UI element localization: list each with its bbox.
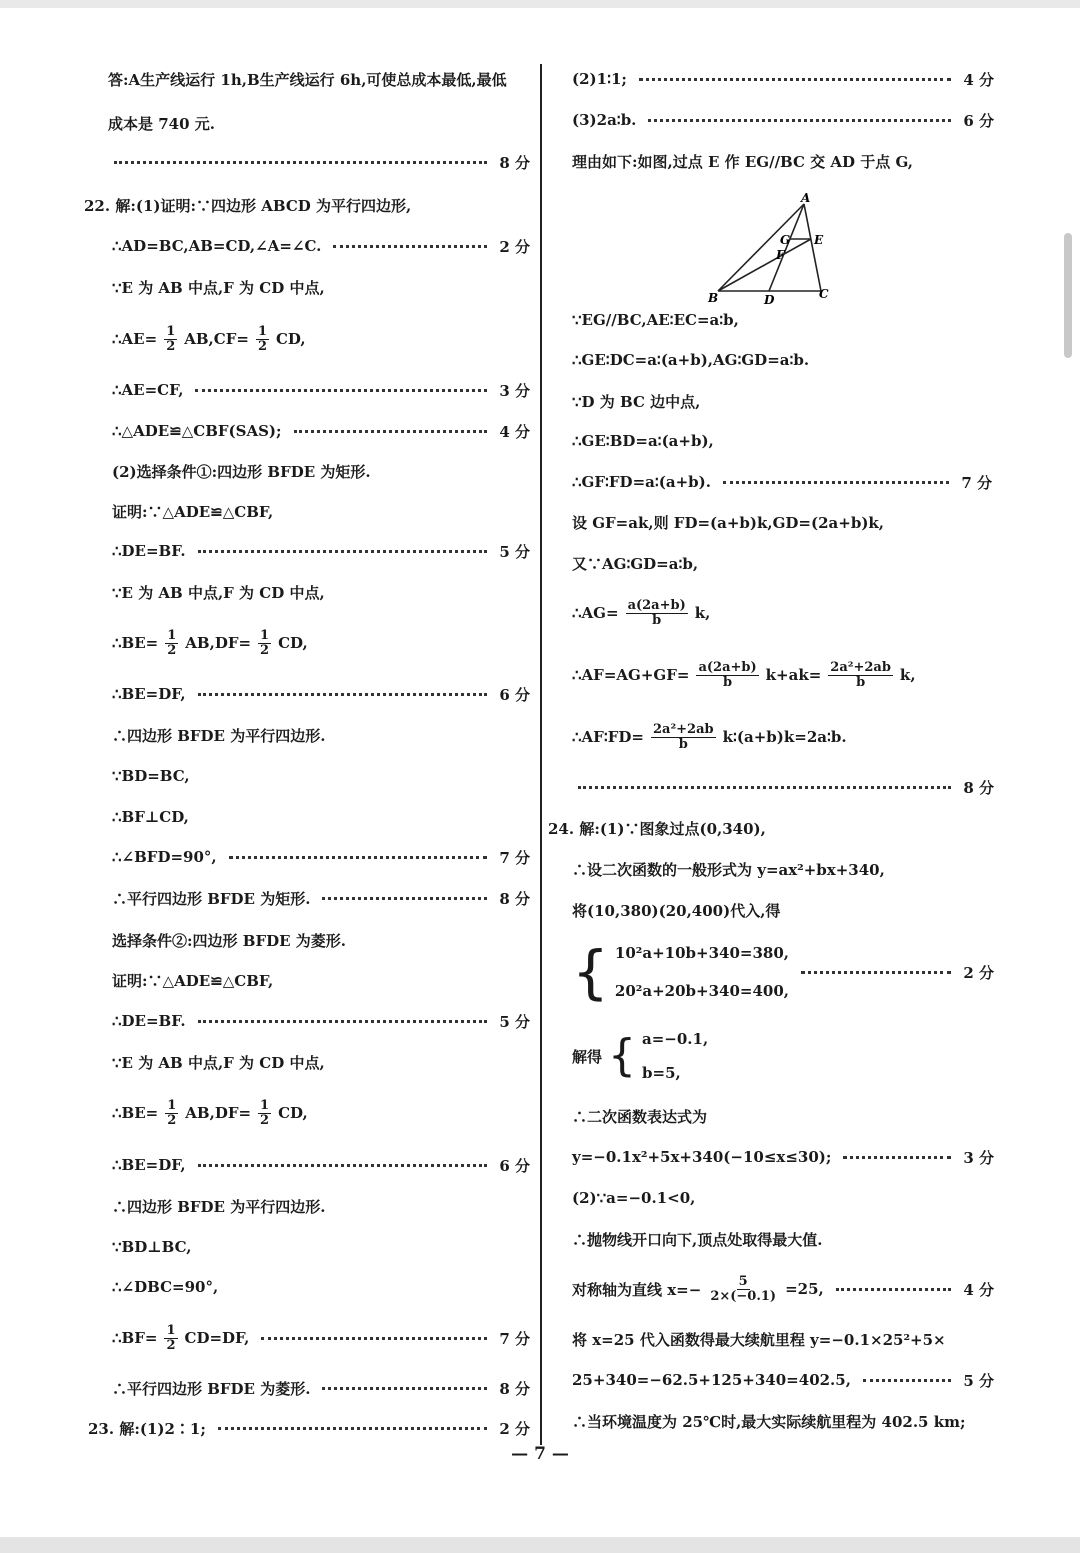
- text: ∴GE∶BD=a∶(a+b),: [572, 432, 714, 450]
- text: ∴∠BFD=90°,: [112, 848, 217, 866]
- score: 4 分: [499, 422, 530, 441]
- leader-dots: [114, 161, 487, 164]
- leader-dots: [836, 1288, 952, 1291]
- step-line: [112, 459, 371, 483]
- score: 5 分: [963, 1371, 994, 1390]
- step-line: [572, 1145, 994, 1169]
- step-line: [112, 1376, 530, 1400]
- step-line-fraction: [112, 318, 306, 360]
- fraction: [165, 629, 178, 658]
- text: ∴AF∶FD=: [572, 728, 644, 746]
- denominator: 2: [260, 1112, 270, 1128]
- brace-icon: {: [608, 1030, 637, 1081]
- label-a: A: [801, 192, 811, 205]
- score: 3 分: [963, 1148, 994, 1167]
- score: 7 分: [961, 473, 992, 492]
- numerator: 1: [166, 323, 176, 339]
- step-line: [112, 723, 325, 747]
- text: ∴∠DBC=90°,: [112, 1278, 219, 1296]
- text: ∴四边形 BFDE 为平行四边形.: [112, 726, 326, 745]
- question-23-heading: [88, 1416, 530, 1440]
- step-line: [112, 1050, 325, 1074]
- text: 对称轴为直线 x=−: [572, 1280, 702, 1299]
- segment-ac: [804, 204, 821, 291]
- column-divider: [540, 64, 542, 1445]
- step-line-fraction: [572, 1268, 994, 1310]
- step-line-fraction: [112, 622, 308, 664]
- text: (3)2a∶b.: [572, 111, 637, 129]
- step-line: [572, 1227, 822, 1251]
- numerator: 1: [260, 627, 270, 643]
- step-line: [112, 234, 530, 258]
- score: 8 分: [963, 778, 994, 797]
- step-line: [572, 510, 884, 534]
- leader-dots: [578, 786, 951, 789]
- leader-dots: [294, 430, 488, 433]
- step-line: [112, 682, 530, 706]
- numerator: 2a²+2ab: [652, 721, 714, 737]
- label-e: E: [814, 233, 824, 247]
- score: 2 分: [963, 963, 994, 982]
- brace-icon: {: [572, 938, 609, 1006]
- text: ∴二次函数表达式为: [572, 1107, 708, 1126]
- step-line: [572, 389, 700, 413]
- text: AB,DF=: [185, 1104, 252, 1122]
- score: 7 分: [499, 1329, 530, 1348]
- fraction: [164, 1324, 177, 1353]
- text: ∴平行四边形 BFDE 为矩形.: [112, 889, 311, 908]
- step-line: [572, 470, 992, 494]
- text: 成本是 740 元.: [108, 114, 215, 133]
- step-line: [112, 580, 325, 604]
- text: ∴四边形 BFDE 为平行四边形.: [112, 1197, 326, 1216]
- question-22-heading: [84, 193, 411, 217]
- numerator: 1: [167, 627, 177, 643]
- step-line: [112, 845, 530, 869]
- step-line: [112, 928, 346, 952]
- text: 24. 解:(1)∵图象过点(0,340),: [548, 819, 766, 838]
- score: 3 分: [499, 381, 530, 400]
- solution: b=5,: [642, 1064, 681, 1082]
- label-g: G: [780, 233, 791, 247]
- step-line: [572, 429, 714, 453]
- denominator: 2: [166, 338, 176, 354]
- denominator: b: [678, 736, 688, 752]
- score: 8 分: [499, 153, 530, 172]
- text: ∴AF=AG+GF=: [572, 666, 690, 684]
- text: k,: [694, 604, 711, 622]
- text: ∵EG//BC,AE∶EC=a∶b,: [572, 311, 739, 329]
- label-b: B: [708, 291, 719, 305]
- segment-ab: [718, 204, 804, 291]
- leader-dots: [229, 856, 488, 859]
- leader-dots: [333, 245, 487, 248]
- text: (2)选择条件①:四边形 BFDE 为矩形.: [112, 462, 371, 481]
- answer-line: [108, 111, 215, 135]
- step-line: [572, 1409, 966, 1433]
- text: y=−0.1x²+5x+340(−10≤x≤30);: [572, 1148, 832, 1166]
- text: ∴BE=DF,: [112, 1156, 186, 1174]
- text: k+ak=: [765, 666, 822, 684]
- step-line: [112, 805, 189, 829]
- leader-dots: [648, 119, 951, 122]
- step-line: [112, 886, 530, 910]
- fraction: [256, 325, 269, 354]
- text: 又∵AG∶GD=a∶b,: [572, 554, 699, 573]
- step-line-fraction: [112, 1317, 530, 1359]
- text: ∴GF∶FD=a∶(a+b).: [572, 473, 711, 491]
- label-d: D: [764, 293, 775, 307]
- score: 6 分: [499, 685, 530, 704]
- equation: 10²a+10b+340=380,: [614, 944, 789, 962]
- text: k,: [899, 666, 916, 684]
- leader-dots: [218, 1427, 487, 1430]
- text: 答:A生产线运行 1h,B生产线运行 6h,可使总成本最低,最低: [108, 70, 507, 89]
- denominator: 2: [257, 338, 267, 354]
- fraction: [258, 1099, 271, 1128]
- score: 2 分: [499, 1419, 530, 1438]
- step-line: [572, 1186, 695, 1210]
- denominator: 2: [260, 642, 270, 658]
- step-line: [572, 308, 739, 332]
- text: ∴BE=DF,: [112, 685, 186, 703]
- segment-ad: [769, 204, 804, 291]
- step-line-fraction: [112, 1092, 308, 1134]
- score: 8 分: [499, 1379, 530, 1398]
- score: 4 分: [963, 70, 994, 89]
- leader-dots: [198, 550, 488, 553]
- text: k∶(a+b)k=2a∶b.: [722, 728, 847, 746]
- score: 8 分: [499, 889, 530, 908]
- step-line: [112, 1235, 191, 1259]
- step-line: [112, 499, 273, 523]
- numerator: 1: [167, 1097, 177, 1113]
- step-line-fraction: [572, 592, 710, 634]
- fraction: [828, 661, 893, 690]
- text: ∴BE=: [112, 634, 159, 652]
- text: ∴当环境温度为 25℃时,最大实际续航里程为 402.5 km;: [572, 1412, 966, 1431]
- text: ∴设二次函数的一般形式为 y=ax²+bx+340,: [572, 860, 885, 879]
- score-line: [572, 775, 994, 799]
- text: ∴△ADE≌△CBF(SAS);: [112, 422, 282, 440]
- step-line: [112, 378, 530, 402]
- text: 理由如下:如图,过点 E 作 EG//BC 交 AD 于点 G,: [572, 152, 913, 171]
- text: ∴AE=CF,: [112, 381, 184, 399]
- score: 5 分: [499, 1012, 530, 1031]
- fraction: [708, 1275, 778, 1304]
- step-line: [112, 1009, 530, 1033]
- step-line: [572, 108, 994, 132]
- text: 将(10,380)(20,400)代入,得: [572, 901, 781, 920]
- leader-dots: [843, 1156, 951, 1159]
- numerator: 5: [738, 1273, 748, 1289]
- text: ∵D 为 BC 边中点,: [572, 392, 701, 411]
- solution-system: [572, 1026, 708, 1086]
- text: CD,: [278, 1104, 308, 1122]
- fraction: [626, 599, 688, 628]
- text: =25,: [785, 1280, 824, 1298]
- score: 5 分: [499, 542, 530, 561]
- text: ∴GE∶DC=a∶(a+b),AG∶GD=a∶b.: [572, 351, 810, 369]
- numerator: a(2a+b): [627, 597, 686, 613]
- denominator: 2: [167, 1112, 177, 1128]
- text: 选择条件②:四边形 BFDE 为菱形.: [112, 931, 346, 950]
- solution: a=−0.1,: [642, 1030, 709, 1048]
- top-edge: [0, 0, 1080, 8]
- question-24-heading: [548, 816, 766, 840]
- leader-dots: [198, 1164, 488, 1167]
- denominator: b: [723, 674, 733, 690]
- text: 解得: [572, 1047, 603, 1066]
- text: ∴AG=: [572, 604, 619, 622]
- text: 证明:∵△ADE≌△CBF,: [112, 971, 274, 990]
- text: (2)1∶1;: [572, 70, 627, 88]
- numerator: a(2a+b): [698, 659, 757, 675]
- text: ∴DE=BF.: [112, 1012, 186, 1030]
- step-line-fraction: [572, 654, 916, 696]
- fraction: [164, 325, 177, 354]
- text: 将 x=25 代入函数得最大续航里程 y=−0.1×25²+5×: [572, 1330, 946, 1349]
- denominator: 2×(−0.1): [710, 1288, 777, 1304]
- fraction: [696, 661, 758, 690]
- text: ∵E 为 AB 中点,F 为 CD 中点,: [112, 1053, 325, 1072]
- step-line: [112, 1194, 325, 1218]
- score: 6 分: [499, 1156, 530, 1175]
- fraction: [651, 723, 716, 752]
- step-line: [572, 857, 885, 881]
- fraction: [258, 629, 271, 658]
- text: AB,DF=: [185, 634, 252, 652]
- scrollbar-thumb[interactable]: [1064, 233, 1072, 358]
- step-line: [112, 275, 325, 299]
- text: CD,: [278, 634, 308, 652]
- leader-dots: [198, 1020, 488, 1023]
- geometry-figure: [700, 192, 840, 308]
- denominator: 2: [167, 642, 177, 658]
- step-line: [112, 968, 273, 992]
- numerator: 1: [260, 1097, 270, 1113]
- segment-be: [718, 239, 811, 291]
- text: ∵E 为 AB 中点,F 为 CD 中点,: [112, 278, 325, 297]
- score: 7 分: [499, 848, 530, 867]
- label-f: F: [776, 248, 785, 262]
- leader-dots: [195, 389, 487, 392]
- text: 证明:∵△ADE≌△CBF,: [112, 502, 274, 521]
- text: CD,: [275, 330, 306, 348]
- numerator: 1: [257, 323, 267, 339]
- text: ∴平行四边形 BFDE 为菱形.: [112, 1379, 311, 1398]
- text: (2)∵a=−0.1<0,: [572, 1189, 696, 1207]
- leader-dots: [322, 897, 487, 900]
- equation: 20²a+20b+340=400,: [614, 982, 789, 1000]
- leader-dots: [198, 693, 488, 696]
- step-line: [572, 67, 994, 91]
- answer-line: [108, 67, 530, 91]
- step-line-fraction: [572, 716, 847, 758]
- text: 23. 解:(1)2∶1;: [88, 1419, 206, 1438]
- leader-dots: [801, 971, 951, 974]
- step-line: [112, 539, 530, 563]
- step-line: [572, 348, 809, 372]
- step-line: [572, 898, 780, 922]
- score: 2 分: [499, 237, 530, 256]
- step-line: [572, 551, 698, 575]
- text: 22. 解:(1)证明:∵四边形 ABCD 为平行四边形,: [84, 196, 412, 215]
- text: ∵BD⊥BC,: [112, 1238, 192, 1256]
- leader-dots: [261, 1337, 487, 1340]
- text: AB,CF=: [184, 330, 249, 348]
- score-line: [108, 150, 530, 174]
- text: CD=DF,: [184, 1329, 250, 1347]
- label-c: C: [819, 287, 829, 301]
- step-line: [112, 1153, 530, 1177]
- step-line: [572, 1327, 946, 1351]
- equation-system: [572, 936, 994, 1008]
- leader-dots: [639, 78, 951, 81]
- text: ∴BE=: [112, 1104, 159, 1122]
- text: ∴AE=: [112, 330, 158, 348]
- leader-dots: [723, 481, 949, 484]
- text: 25+340=−62.5+125+340=402.5,: [572, 1371, 851, 1389]
- text: ∴抛物线开口向下,顶点处取得最大值.: [572, 1230, 823, 1249]
- step-line: [572, 149, 913, 173]
- solutions: [642, 1030, 708, 1082]
- text: ∵E 为 AB 中点,F 为 CD 中点,: [112, 583, 325, 602]
- fraction: [165, 1099, 178, 1128]
- text: ∴DE=BF.: [112, 542, 186, 560]
- denominator: b: [856, 674, 866, 690]
- equations: [615, 944, 789, 1000]
- leader-dots: [863, 1379, 951, 1382]
- denominator: 2: [166, 1337, 176, 1353]
- bottom-edge: [0, 1537, 1080, 1553]
- text: 设 GF=ak,则 FD=(a+b)k,GD=(2a+b)k,: [572, 513, 885, 532]
- numerator: 2a²+2ab: [830, 659, 891, 675]
- text: ∴BF⊥CD,: [112, 808, 189, 826]
- text: ∴AD=BC,AB=CD,∠A=∠C.: [112, 237, 322, 255]
- step-line: [112, 419, 530, 443]
- step-line: [572, 1104, 707, 1128]
- text: ∵BD=BC,: [112, 767, 190, 785]
- numerator: 1: [166, 1322, 176, 1338]
- denominator: b: [652, 612, 662, 628]
- step-line: [112, 1275, 218, 1299]
- leader-dots: [322, 1387, 487, 1390]
- step-line: [572, 1368, 994, 1392]
- text: ∴BF=: [112, 1329, 158, 1347]
- score: 6 分: [963, 111, 994, 130]
- score: 4 分: [963, 1280, 994, 1299]
- page-number: — 7 —: [511, 1444, 569, 1464]
- step-line: [112, 764, 190, 788]
